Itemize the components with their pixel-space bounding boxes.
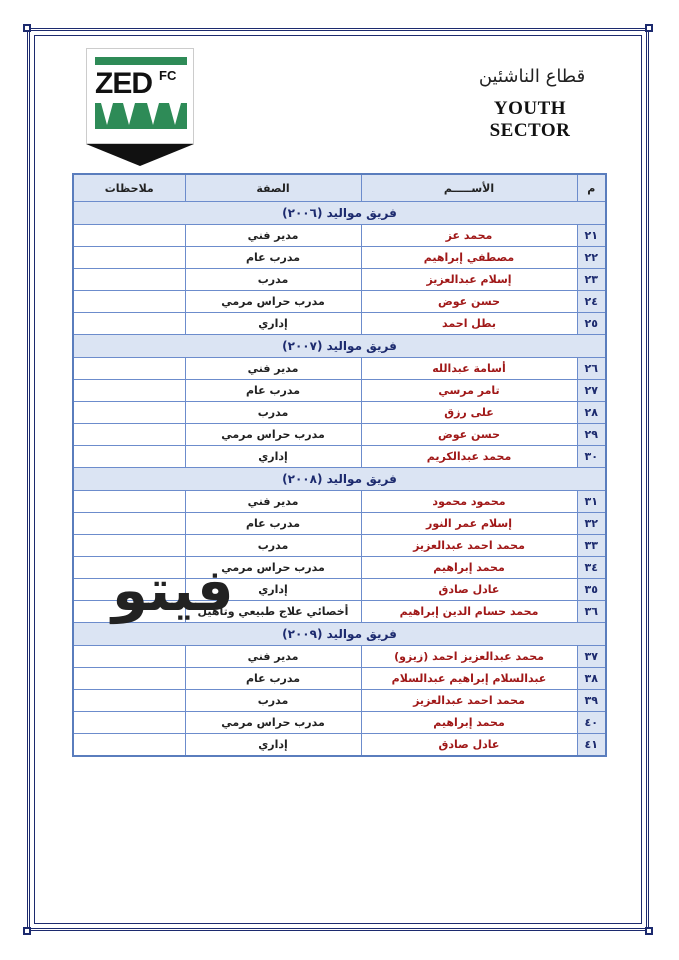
border-corner <box>645 927 653 935</box>
staff-role: مدير فني <box>185 225 361 247</box>
column-header-role: الصفة <box>185 174 361 202</box>
staff-name: محمد حسام الدين إبراهيم <box>361 601 577 623</box>
staff-name: محمد إبراهيم <box>361 712 577 734</box>
row-number: ٣٢ <box>577 513 606 535</box>
group-header-row <box>73 623 606 646</box>
row-number: ٢٦ <box>577 358 606 380</box>
group-header-row <box>73 468 606 491</box>
staff-note <box>73 446 185 468</box>
row-number: ٢٩ <box>577 424 606 446</box>
staff-role: مدرب <box>185 690 361 712</box>
staff-name: حسن عوض <box>361 291 577 313</box>
table-row <box>73 358 606 380</box>
table-row <box>73 712 606 734</box>
table-row <box>73 313 606 335</box>
logo-chevron-icon <box>86 144 194 166</box>
border-corner <box>23 927 31 935</box>
table-row <box>73 668 606 690</box>
row-number: ٣٧ <box>577 646 606 668</box>
staff-note <box>73 535 185 557</box>
row-number: ٢٧ <box>577 380 606 402</box>
table-row <box>73 646 606 668</box>
staff-name: محمد عبدالكريم <box>361 446 577 468</box>
staff-name: محمد احمد عبدالعزيز <box>361 535 577 557</box>
staff-name: بطل احمد <box>361 313 577 335</box>
table-row <box>73 269 606 291</box>
staff-name: عادل صادق <box>361 579 577 601</box>
staff-role: إداري <box>185 734 361 757</box>
staff-name: إسلام عبدالعزيز <box>361 269 577 291</box>
staff-role: إداري <box>185 313 361 335</box>
staff-name: تامر مرسي <box>361 380 577 402</box>
club-logo <box>86 48 194 166</box>
staff-note <box>73 712 185 734</box>
staff-note <box>73 291 185 313</box>
watermark: فيتو <box>112 556 234 624</box>
staff-role: إداري <box>185 446 361 468</box>
row-number: ٢٢ <box>577 247 606 269</box>
staff-role: أخصائي علاج طبيعي وتأهيل <box>185 601 361 623</box>
staff-role: مدير فني <box>185 491 361 513</box>
row-number: ٣٦ <box>577 601 606 623</box>
group-title: فريق مواليد (٢٠٠٧) <box>73 335 606 358</box>
staff-name: حسن عوض <box>361 424 577 446</box>
table-row <box>73 247 606 269</box>
staff-note <box>73 513 185 535</box>
staff-note <box>73 247 185 269</box>
group-title: فريق مواليد (٢٠٠٨) <box>73 468 606 491</box>
staff-name: عادل صادق <box>361 734 577 757</box>
staff-role: مدرب <box>185 402 361 424</box>
row-number: ٢١ <box>577 225 606 247</box>
table-row <box>73 690 606 712</box>
row-number: ٢٤ <box>577 291 606 313</box>
staff-role: مدرب عام <box>185 380 361 402</box>
staff-note <box>73 402 185 424</box>
row-number: ٢٥ <box>577 313 606 335</box>
group-title: فريق مواليد (٢٠٠٦) <box>73 202 606 225</box>
table-row <box>73 291 606 313</box>
logo-subtext: FC <box>159 68 177 83</box>
staff-name: محمد عز <box>361 225 577 247</box>
staff-role: مدرب <box>185 269 361 291</box>
staff-role: مدرب حراس مرمي <box>185 424 361 446</box>
staff-name: إسلام عمر النور <box>361 513 577 535</box>
column-header-number: م <box>577 174 606 202</box>
row-number: ٣٩ <box>577 690 606 712</box>
staff-role: مدرب <box>185 535 361 557</box>
staff-note <box>73 646 185 668</box>
staff-name: أسامة عبدالله <box>361 358 577 380</box>
logo-pattern-icon <box>95 103 187 129</box>
row-number: ٣٣ <box>577 535 606 557</box>
row-number: ٣١ <box>577 491 606 513</box>
staff-role: مدير فني <box>185 646 361 668</box>
staff-role: مدرب حراس مرمي <box>185 712 361 734</box>
staff-role: مدرب عام <box>185 247 361 269</box>
staff-note <box>73 424 185 446</box>
staff-role: مدرب حراس مرمي <box>185 291 361 313</box>
group-header-row <box>73 202 606 225</box>
staff-name: على رزق <box>361 402 577 424</box>
row-number: ٣٨ <box>577 668 606 690</box>
staff-note <box>73 358 185 380</box>
staff-note <box>73 380 185 402</box>
table-row <box>73 734 606 757</box>
border-corner <box>645 24 653 32</box>
table-row <box>73 424 606 446</box>
border-corner <box>23 24 31 32</box>
table-row <box>73 225 606 247</box>
row-number: ٣٤ <box>577 557 606 579</box>
column-header-name: الأســـــم <box>361 174 577 202</box>
staff-note <box>73 225 185 247</box>
row-number: ٤١ <box>577 734 606 757</box>
staff-table <box>72 173 607 757</box>
staff-name: مصطفي إبراهيم <box>361 247 577 269</box>
staff-role: مدرب عام <box>185 668 361 690</box>
staff-note <box>73 313 185 335</box>
row-number: ٤٠ <box>577 712 606 734</box>
row-number: ٢٨ <box>577 402 606 424</box>
staff-note <box>73 269 185 291</box>
row-number: ٢٣ <box>577 269 606 291</box>
table-header-row <box>73 174 606 202</box>
table-row <box>73 491 606 513</box>
staff-name: محمد احمد عبدالعزيز <box>361 690 577 712</box>
staff-name: عبدالسلام إبراهيم عبدالسلام <box>361 668 577 690</box>
staff-note <box>73 734 185 757</box>
staff-role: مدرب حراس مرمي <box>185 557 361 579</box>
staff-note <box>73 690 185 712</box>
row-number: ٣٠ <box>577 446 606 468</box>
row-number: ٣٥ <box>577 579 606 601</box>
table-row <box>73 402 606 424</box>
staff-note <box>73 668 185 690</box>
table-row <box>73 446 606 468</box>
staff-role: مدير فني <box>185 358 361 380</box>
staff-note <box>73 491 185 513</box>
column-header-notes: ملاحظات <box>73 174 185 202</box>
table-row <box>73 513 606 535</box>
logo-text: ZED <box>95 67 152 100</box>
sector-title-arabic: قطاع الناشئين <box>478 66 586 87</box>
staff-name: محمد عبدالعزيز احمد (زيزو) <box>361 646 577 668</box>
table-row <box>73 535 606 557</box>
table-row <box>73 380 606 402</box>
logo-stripe <box>95 57 187 65</box>
group-header-row <box>73 335 606 358</box>
staff-name: محمود محمود <box>361 491 577 513</box>
staff-role: إداري <box>185 579 361 601</box>
group-title: فريق مواليد (٢٠٠٩) <box>73 623 606 646</box>
staff-role: مدرب عام <box>185 513 361 535</box>
staff-name: محمد إبراهيم <box>361 557 577 579</box>
sector-title-english: YOUTH SECTOR <box>489 98 571 141</box>
